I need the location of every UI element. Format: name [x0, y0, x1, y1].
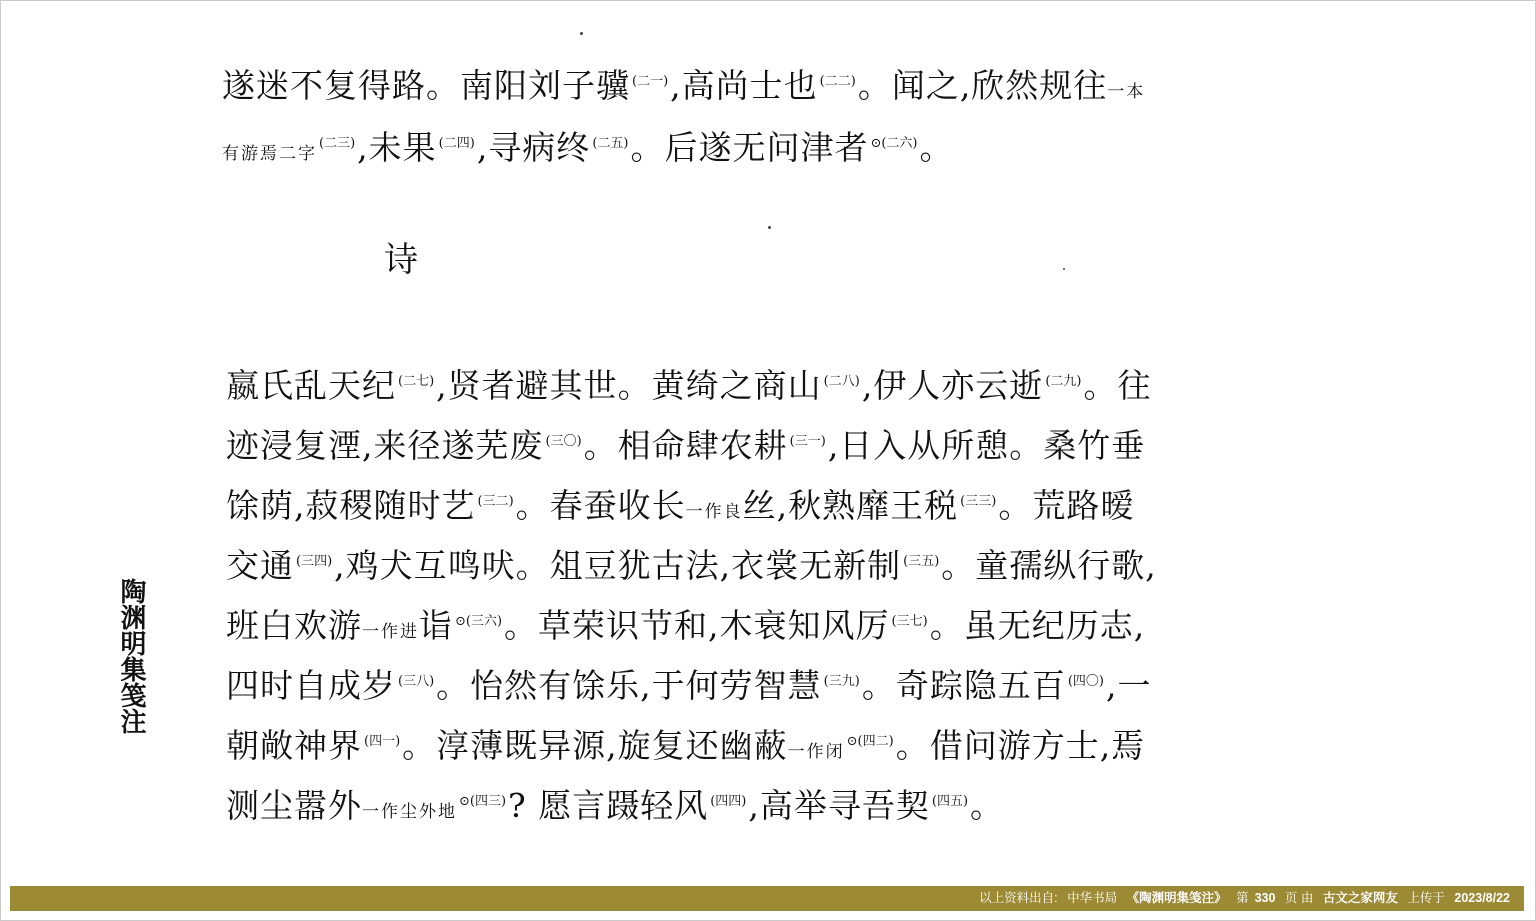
- uploaded-label: 上传于: [1407, 891, 1445, 905]
- text-run: 。后遂无问津者: [630, 128, 869, 167]
- book-title-link[interactable]: [1127, 891, 1227, 905]
- text-run: ,高尚士也: [670, 66, 818, 105]
- text-run: 。相命肆农耕: [583, 426, 788, 465]
- text-run: 嬴氏乱天纪: [226, 366, 396, 405]
- footnote-marker: (二四): [438, 136, 475, 151]
- poem-line-3: [226, 482, 1134, 532]
- text-run: 丝,秋熟靡王税: [742, 486, 959, 525]
- section-heading: 诗: [384, 240, 418, 280]
- text-run: ,一: [1105, 666, 1152, 705]
- prose-line-2: [222, 124, 954, 174]
- text-run: ,未果: [357, 128, 437, 167]
- text-run: 朝敞神界: [226, 726, 362, 765]
- variant-note: 一本: [1107, 82, 1146, 102]
- text-run: 。荒路暧: [998, 486, 1135, 525]
- text-run: 。: [919, 128, 954, 167]
- variant-note: 一作良: [685, 502, 743, 522]
- footnote-marker: (二七): [398, 374, 435, 389]
- text-run: ? 愿言蹑轻风: [508, 786, 709, 825]
- text-run: 馀荫,菽稷随时艺: [226, 486, 476, 525]
- page-suffix: 页 由: [1284, 891, 1314, 905]
- text-run: 测尘嚣外: [226, 786, 362, 825]
- text-run: 迹浸复湮,来径遂芜废: [226, 426, 544, 465]
- text-run: 。闻之,欣然规往: [857, 66, 1108, 105]
- footnote-marker: (四〇): [1067, 674, 1104, 689]
- footnote-marker: ⊙(四二): [846, 734, 894, 749]
- source-footer-bar: [10, 886, 1524, 911]
- text-run: ,鸡犬互鸣吠。俎豆犹古法,衣裳无新制: [334, 546, 902, 585]
- footnote-marker: (四四): [710, 794, 747, 809]
- footnote-marker: (三一): [789, 434, 826, 449]
- footnote-marker: (三三): [960, 494, 997, 509]
- scan-speck: [580, 32, 583, 35]
- book-title: 《陶渊明集笺注》: [1126, 891, 1227, 905]
- scan-speck: [1063, 268, 1065, 270]
- text-run: 。草荣识节和,木衰知风厉: [504, 606, 890, 645]
- footnote-marker: (三二): [477, 494, 514, 509]
- footnote-marker: (三八): [398, 674, 435, 689]
- footnote-marker: (二二): [819, 74, 856, 89]
- text-run: 。春蚕收长: [515, 486, 686, 525]
- source-label: 以上资料出自:: [979, 891, 1058, 905]
- page-number: 330: [1254, 891, 1276, 905]
- prose-line-1: [222, 62, 1145, 112]
- footnote-marker: ⊙(二六): [870, 136, 918, 151]
- text-run: 四时自成岁: [226, 666, 396, 705]
- poem-line-4: [226, 542, 1157, 586]
- text-run: 班白欢游: [226, 606, 362, 645]
- footnote-marker: (三九): [823, 674, 860, 689]
- variant-note: 一作尘外地: [362, 802, 457, 822]
- text-run: 交通: [226, 546, 294, 585]
- text-run: 。: [970, 786, 1005, 825]
- text-run: 。怡然有馀乐,于何劳智慧: [436, 666, 822, 705]
- poem-line-1: [226, 362, 1151, 406]
- poem-line-8: [226, 782, 1004, 832]
- footnote-marker: (二八): [823, 374, 860, 389]
- footnote-marker: (四五): [931, 794, 969, 809]
- footnote-marker: ⊙(四三): [459, 794, 507, 809]
- footnote-marker: (二五): [592, 136, 629, 151]
- variant-note: 一作进: [362, 622, 419, 642]
- text-run: ,贤者避其世。黄绮之商山: [436, 366, 822, 405]
- poem-line-7: [226, 722, 1145, 772]
- text-run: 。借问游方士,焉: [895, 726, 1146, 765]
- page-prefix: 第: [1236, 891, 1249, 905]
- footnote-marker: (二九): [1045, 374, 1082, 389]
- text-run: 遂迷不复得路。南阳刘子骥: [222, 66, 630, 105]
- footnote-marker: (四一): [364, 734, 401, 749]
- publisher-link[interactable]: 中华书局: [1067, 891, 1118, 905]
- text-run: ,伊人亦云逝: [861, 366, 1044, 405]
- scan-speck: [768, 226, 771, 229]
- footnote-marker: (三五): [903, 554, 940, 569]
- text-run: ,高举寻吾契: [748, 786, 930, 825]
- text-run: ,日入从所憩。桑竹垂: [827, 426, 1146, 465]
- footnote-marker: (二三): [319, 136, 356, 151]
- text-run: 。虽无纪历志,: [929, 606, 1146, 645]
- variant-note: 有游焉二字: [222, 144, 317, 164]
- text-run: 。童孺纵行歌,: [941, 546, 1157, 585]
- footnote-marker: (二一): [632, 74, 669, 89]
- variant-note: 一作闭: [787, 742, 845, 762]
- text-run: 。往: [1083, 366, 1152, 405]
- upload-date: 2023/8/22: [1454, 891, 1510, 905]
- poem-line-2: [226, 422, 1145, 466]
- text-run: 。淳薄既异源,旋复还幽蔽: [402, 726, 788, 765]
- footnote-marker: (三四): [296, 554, 333, 569]
- uploader-link[interactable]: 古文之家网友: [1322, 891, 1398, 905]
- poem-line-5: [226, 602, 1145, 652]
- footnote-marker: ⊙(三六): [455, 614, 503, 629]
- text-run: 诣: [419, 606, 453, 645]
- text-run: 。奇踪隐五百: [861, 666, 1066, 705]
- footnote-marker: (三七): [891, 614, 928, 629]
- book-title-vertical: 陶渊明集笺注: [116, 578, 146, 734]
- poem-line-6: [226, 662, 1151, 706]
- footnote-marker: (三〇): [545, 434, 582, 449]
- text-run: ,寻病终: [476, 128, 591, 167]
